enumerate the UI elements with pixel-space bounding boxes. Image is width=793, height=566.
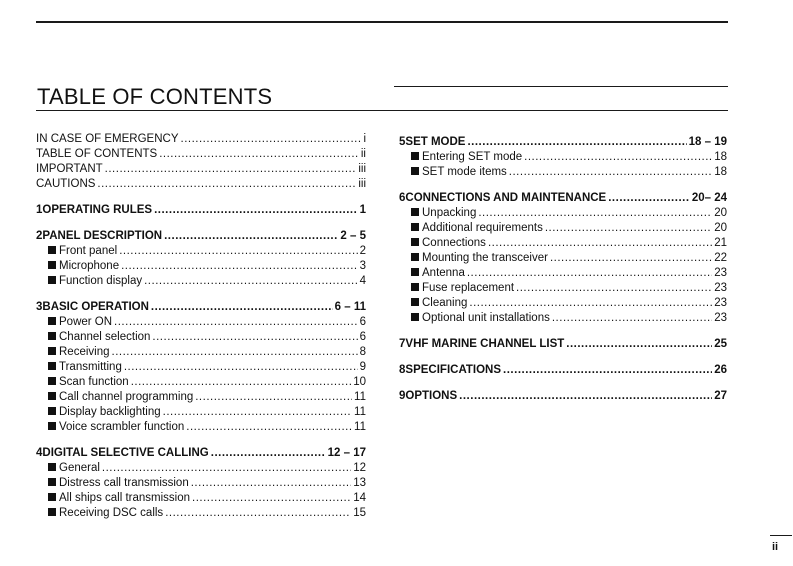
toc-entry[interactable] <box>399 363 727 378</box>
toc-entry-label: Mounting the transceiver <box>411 251 548 266</box>
toc-section-number: 7 <box>399 338 406 350</box>
section-gap <box>399 326 727 337</box>
dot-leader <box>159 147 359 162</box>
dot-leader <box>545 221 712 236</box>
toc-page-number: 18 <box>714 166 727 178</box>
toc-entry-label: SET MODE <box>405 136 466 148</box>
toc-entry-label: Transmitting <box>48 360 122 375</box>
toc-entry-label: Additional requirements <box>411 221 543 236</box>
toc-page-number: 11 <box>354 421 366 433</box>
toc-page-number: 9 <box>359 361 366 373</box>
toc-subentry[interactable] <box>36 315 366 330</box>
toc-entry[interactable] <box>36 132 366 147</box>
toc-entry-label: DIGITAL SELECTIVE CALLING <box>42 447 209 459</box>
toc-entry-label: Call channel programming <box>48 390 193 405</box>
toc-entry-label: Entering SET mode <box>411 150 522 165</box>
page-title: TABLE OF CONTENTS <box>37 84 273 109</box>
toc-page-number: 23 <box>714 312 727 324</box>
toc-entry-label: All ships call transmission <box>48 491 190 506</box>
toc-entry-label: IN CASE OF EMERGENCY <box>36 133 179 145</box>
toc-page-number: 1 <box>359 204 366 216</box>
dot-leader <box>478 206 712 221</box>
toc-page-number: 20 <box>714 207 727 219</box>
toc-entry[interactable] <box>36 446 366 461</box>
toc-entry[interactable] <box>399 337 727 352</box>
dot-leader <box>163 405 352 420</box>
dot-leader <box>186 420 352 435</box>
toc-page-number: 20 <box>714 222 727 234</box>
toc-page-number: 27 <box>714 390 727 402</box>
toc-page-number: 23 <box>714 282 727 294</box>
dot-leader <box>119 244 357 259</box>
toc-subentry[interactable] <box>36 259 366 274</box>
toc-entry-label: BASIC OPERATION <box>42 301 149 313</box>
toc-subentry[interactable] <box>36 360 366 375</box>
toc-page-number: 18 – 19 <box>688 136 727 148</box>
toc-entry-label: Power ON <box>48 315 112 330</box>
toc-entry-label: Display backlighting <box>48 405 161 420</box>
toc-entry[interactable] <box>36 300 366 315</box>
toc-page-number: 14 <box>353 492 366 504</box>
toc-subentry[interactable] <box>399 251 727 266</box>
toc-page-number: 15 <box>353 507 366 519</box>
toc-section-number: 4 <box>36 447 43 459</box>
toc-entry-label: Front panel <box>48 244 117 259</box>
toc-entry-label: Function display <box>48 274 142 289</box>
dot-leader <box>566 337 712 352</box>
dot-leader <box>152 330 357 345</box>
toc-entry-label: SPECIFICATIONS <box>405 364 502 376</box>
toc-entry-label: Scan function <box>48 375 129 390</box>
toc-page-number: 12 <box>353 462 366 474</box>
footer-page-number: ii <box>772 541 779 553</box>
toc-page-number: 26 <box>714 364 727 376</box>
toc-subentry[interactable] <box>36 476 366 491</box>
section-gap <box>36 218 366 229</box>
toc-subentry[interactable] <box>36 375 366 390</box>
toc-entry[interactable] <box>36 177 366 192</box>
toc-entry-label: Channel selection <box>48 330 150 345</box>
toc-right-column <box>399 135 727 404</box>
dot-leader <box>131 375 352 390</box>
dot-leader <box>105 162 357 177</box>
toc-left-column <box>36 132 366 521</box>
toc-subentry[interactable] <box>36 405 366 420</box>
toc-subentry[interactable] <box>36 330 366 345</box>
toc-entry-label: CAUTIONS <box>36 178 96 190</box>
toc-page-number: 25 <box>714 338 727 350</box>
toc-page-number: 11 <box>354 391 366 403</box>
dot-leader <box>503 363 712 378</box>
toc-subentry[interactable] <box>36 491 366 506</box>
toc-section-number: 6 <box>399 192 406 204</box>
toc-subentry[interactable] <box>36 345 366 360</box>
toc-page-number: 2 – 5 <box>340 230 366 242</box>
toc-page-number: 21 <box>714 237 727 249</box>
toc-subentry[interactable] <box>399 206 727 221</box>
toc-entry-label: Microphone <box>48 259 119 274</box>
toc-page-number: 11 <box>354 406 366 418</box>
dot-leader <box>102 461 351 476</box>
title-rule <box>36 110 728 111</box>
toc-subentry[interactable] <box>399 150 727 165</box>
dot-leader <box>181 132 362 147</box>
toc-page-number: iii <box>358 178 366 190</box>
toc-entry-label: Connections <box>411 236 486 251</box>
toc-subentry[interactable] <box>399 221 727 236</box>
toc-entry-label: SET mode items <box>411 165 507 180</box>
top-rule <box>36 21 728 23</box>
toc-section-number: 8 <box>399 364 406 376</box>
toc-section-number: 2 <box>36 230 43 242</box>
toc-subentry[interactable] <box>399 165 727 180</box>
dot-leader <box>459 389 712 404</box>
toc-entry-label: Fuse replacement <box>411 281 514 296</box>
toc-entry-label: Antenna <box>411 266 465 281</box>
section-gap <box>36 289 366 300</box>
dot-leader <box>165 506 351 521</box>
dot-leader <box>121 259 358 274</box>
dot-leader <box>192 491 351 506</box>
toc-entry-label: PANEL DESCRIPTION <box>42 230 163 242</box>
toc-page-number: 18 <box>714 151 727 163</box>
toc-page-number: i <box>363 133 366 145</box>
toc-subentry[interactable] <box>399 311 727 326</box>
section-gap <box>399 352 727 363</box>
toc-entry[interactable] <box>399 191 727 206</box>
dot-leader <box>151 300 333 315</box>
dot-leader <box>550 251 712 266</box>
toc-page-number: 6 – 11 <box>334 301 366 313</box>
section-gap <box>399 378 727 389</box>
toc-entry-label: Unpacking <box>411 206 476 221</box>
toc-entry[interactable] <box>36 147 366 162</box>
toc-entry-label: TABLE OF CONTENTS <box>36 148 158 160</box>
dot-leader <box>191 476 351 491</box>
toc-section-number: 3 <box>36 301 43 313</box>
dot-leader <box>467 135 686 150</box>
toc-entry[interactable] <box>399 135 727 150</box>
dot-leader <box>469 296 712 311</box>
toc-page-number: 23 <box>714 267 727 279</box>
toc-subentry[interactable] <box>399 296 727 311</box>
toc-subentry[interactable] <box>36 390 366 405</box>
dot-leader <box>488 236 712 251</box>
toc-page-number: 6 <box>359 331 366 343</box>
toc-entry-label: OPERATING RULES <box>42 204 153 216</box>
toc-subentry[interactable] <box>399 281 727 296</box>
dot-leader <box>524 150 712 165</box>
dot-leader <box>124 360 358 375</box>
dot-leader <box>144 274 357 289</box>
toc-entry[interactable] <box>36 162 366 177</box>
toc-section-number: 5 <box>399 136 406 148</box>
dot-leader <box>467 266 712 281</box>
toc-entry-label: Cleaning <box>411 296 467 311</box>
toc-subentry[interactable] <box>399 236 727 251</box>
toc-entry-label: Optional unit installations <box>411 311 550 326</box>
toc-entry-label: Distress call transmission <box>48 476 189 491</box>
toc-entry-label: Voice scrambler function <box>48 420 184 435</box>
toc-entry-label: OPTIONS <box>405 390 458 402</box>
toc-page-number: 12 – 17 <box>327 447 366 459</box>
toc-entry[interactable] <box>36 203 366 218</box>
section-gap <box>36 435 366 446</box>
toc-page-number: 3 <box>359 260 366 272</box>
toc-entry[interactable] <box>36 229 366 244</box>
toc-section-number: 9 <box>399 390 406 402</box>
toc-subentry[interactable] <box>36 506 366 521</box>
toc-page-number: ii <box>360 148 366 160</box>
toc-entry-label: General <box>48 461 100 476</box>
toc-page-number: 23 <box>714 297 727 309</box>
toc-page-number: 13 <box>353 477 366 489</box>
dot-leader <box>154 203 358 218</box>
toc-entry-label: IMPORTANT <box>36 163 103 175</box>
section-gap <box>399 180 727 191</box>
toc-entry-label: CONNECTIONS AND MAINTENANCE <box>405 192 607 204</box>
section-gap <box>36 192 366 203</box>
toc-page-number: 10 <box>353 376 366 388</box>
toc-page-number: 20– 24 <box>691 192 727 204</box>
dot-leader <box>97 177 356 192</box>
toc-entry[interactable] <box>399 389 727 404</box>
toc-entry-label: Receiving DSC calls <box>48 506 163 521</box>
toc-page-number: 2 <box>359 245 366 257</box>
toc-subentry[interactable] <box>36 274 366 289</box>
toc-subentry[interactable] <box>36 420 366 435</box>
dot-leader <box>164 229 338 244</box>
toc-page-number: 4 <box>359 275 366 287</box>
toc-section-number: 1 <box>36 204 43 216</box>
dot-leader <box>114 315 358 330</box>
toc-page-number: 8 <box>359 346 366 358</box>
dot-leader <box>608 191 690 206</box>
dot-leader <box>516 281 712 296</box>
dot-leader <box>509 165 712 180</box>
toc-page-number: iii <box>358 163 366 175</box>
toc-subentry[interactable] <box>399 266 727 281</box>
toc-subentry[interactable] <box>36 244 366 259</box>
toc-entry-label: VHF MARINE CHANNEL LIST <box>405 338 565 350</box>
dot-leader <box>552 311 712 326</box>
toc-page-number: 6 <box>359 316 366 328</box>
footer-rule <box>770 535 792 536</box>
toc-subentry[interactable] <box>36 461 366 476</box>
title-rule-right <box>394 86 728 87</box>
dot-leader <box>211 446 326 461</box>
dot-leader <box>195 390 352 405</box>
toc-page-number: 22 <box>714 252 727 264</box>
dot-leader <box>112 345 358 360</box>
toc-entry-label: Receiving <box>48 345 110 360</box>
